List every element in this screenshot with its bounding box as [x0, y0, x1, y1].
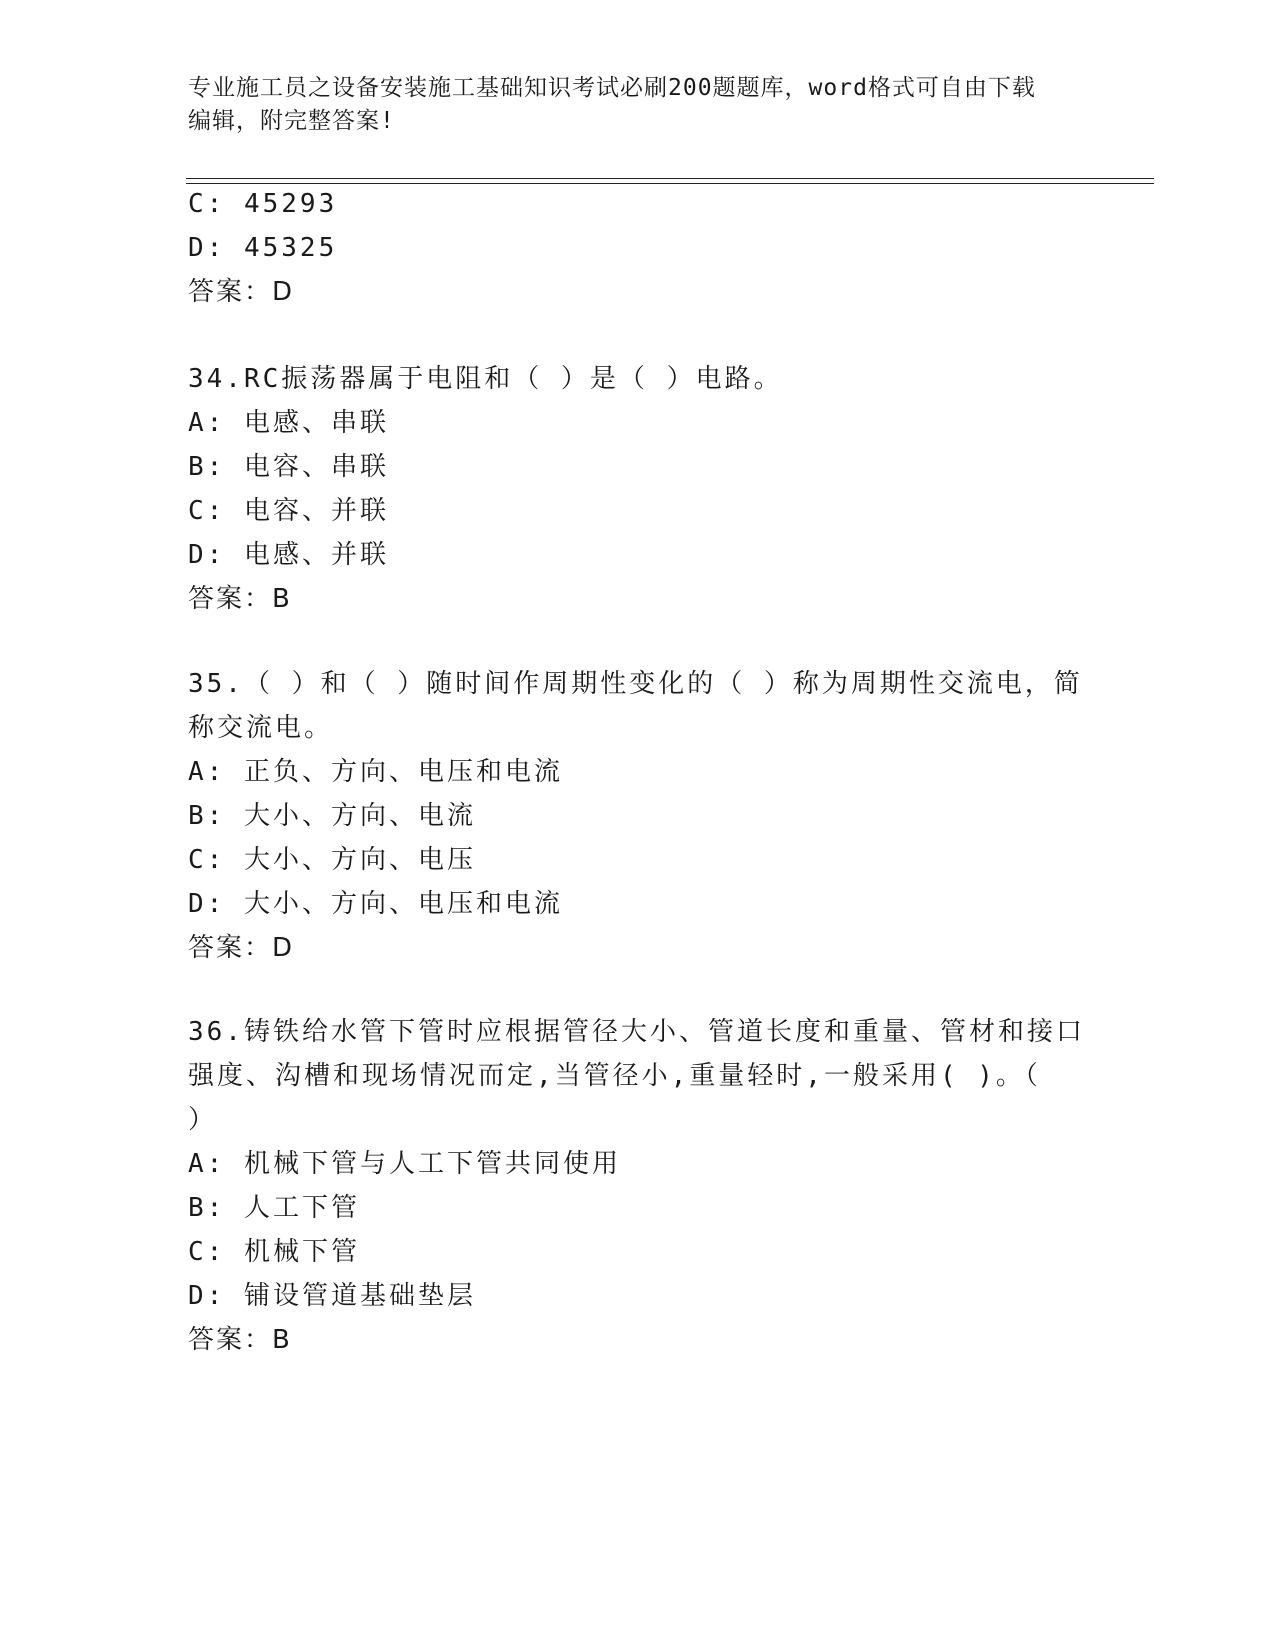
prev-option-c: C: 45293	[188, 189, 338, 219]
q35-option-c: C: 大小、方向、电压	[188, 845, 476, 875]
q36-answer: 答案：B	[188, 1325, 292, 1355]
header-divider-top	[186, 178, 1154, 179]
header-title-line2: 编辑，附完整答案!	[188, 108, 395, 134]
q36-stem-line3: ）	[188, 1105, 218, 1135]
q35-answer: 答案：D	[188, 933, 295, 963]
q36-stem-line2: 强度、沟槽和现场情况而定,当管径小,重量轻时,一般采用( )。（	[188, 1061, 1041, 1091]
q36-option-d: D: 铺设管道基础垫层	[188, 1281, 476, 1311]
q34-option-b: B: 电容、串联	[188, 452, 389, 482]
header-title-line1: 专业施工员之设备安装施工基础知识考试必刷200题题库，word格式可自由下载	[188, 75, 1036, 101]
prev-answer: 答案：D	[188, 277, 295, 307]
q35-option-a: A: 正负、方向、电压和电流	[188, 757, 563, 787]
q34-option-c: C: 电容、并联	[188, 496, 389, 526]
q35-option-d: D: 大小、方向、电压和电流	[188, 889, 563, 919]
q36-stem-line1: 36.铸铁给水管下管时应根据管径大小、管道长度和重量、管材和接口	[188, 1017, 1085, 1047]
q36-option-b: B: 人工下管	[188, 1193, 360, 1223]
q36-option-c: C: 机械下管	[188, 1237, 360, 1267]
q35-stem-line1: 35.（ ）和（ ）随时间作周期性变化的（ ）称为周期性交流电，简	[188, 669, 1083, 699]
header-divider-bottom	[186, 183, 1154, 184]
q35-stem-line2: 称交流电。	[188, 713, 334, 743]
q34-answer: 答案：B	[188, 584, 292, 614]
q34-option-d: D: 电感、并联	[188, 540, 389, 570]
q34-stem: 34.RC振荡器属于电阻和（ ）是（ ）电路。	[188, 364, 783, 394]
prev-option-d: D: 45325	[188, 233, 338, 263]
document-header	[188, 72, 1088, 138]
q34-option-a: A: 电感、串联	[188, 408, 389, 438]
q35-option-b: B: 大小、方向、电流	[188, 801, 476, 831]
q36-option-a: A: 机械下管与人工下管共同使用	[188, 1149, 621, 1179]
